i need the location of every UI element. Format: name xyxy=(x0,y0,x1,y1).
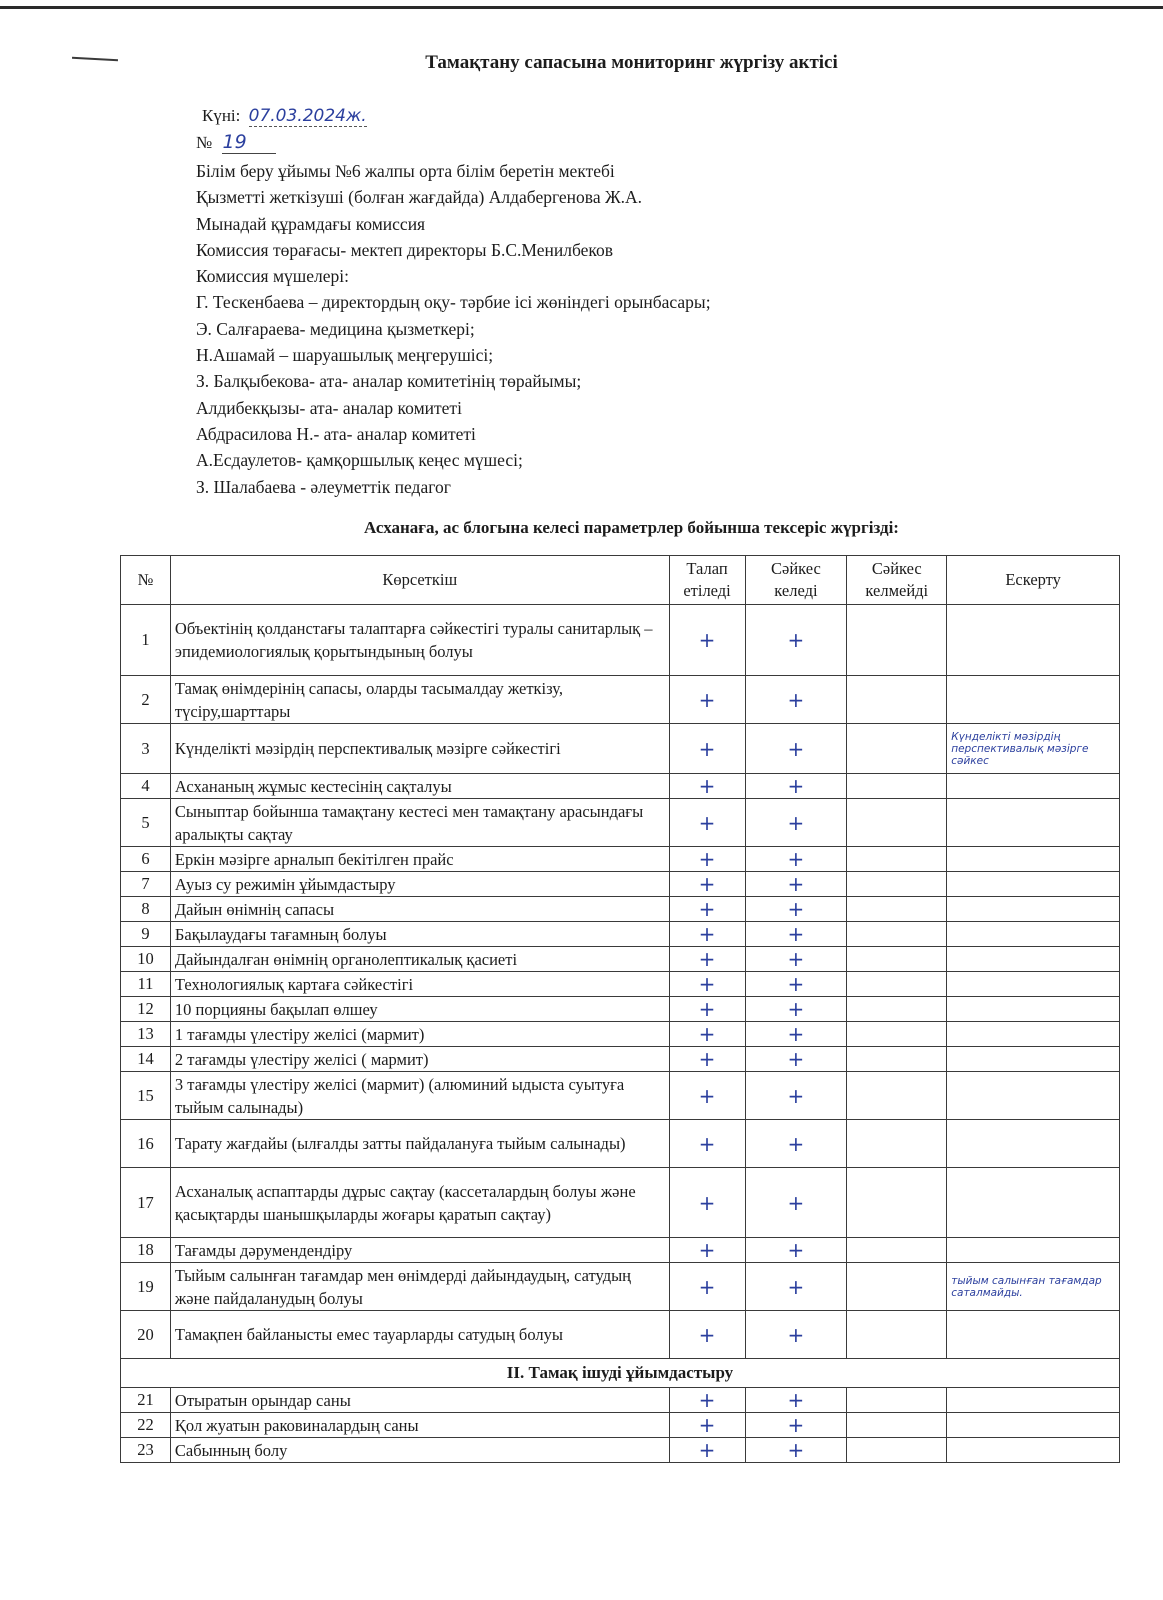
number-line xyxy=(196,131,276,154)
row-non-compliant-mark xyxy=(847,1438,947,1463)
table-row xyxy=(121,1238,1120,1263)
row-non-compliant-mark xyxy=(847,1072,947,1120)
row-compliant-mark: + xyxy=(745,1168,847,1238)
row-number: 9 xyxy=(121,922,171,947)
row-number: 5 xyxy=(121,799,171,847)
row-required-mark: + xyxy=(669,799,745,847)
row-required-mark: + xyxy=(669,676,745,724)
row-compliant-mark: + xyxy=(745,1388,847,1413)
row-indicator: Дайындалған өнімнің органолептикалық қасиеті xyxy=(170,947,669,972)
row-note xyxy=(947,847,1120,872)
row-required-mark: + xyxy=(669,1388,745,1413)
row-number: 15 xyxy=(121,1072,171,1120)
commission-info xyxy=(196,158,711,500)
row-number: 17 xyxy=(121,1168,171,1238)
row-indicator: Дайын өнімнің сапасы xyxy=(170,897,669,922)
table-row xyxy=(121,922,1120,947)
table-header-row xyxy=(121,556,1120,605)
row-note xyxy=(947,1311,1120,1359)
row-non-compliant-mark xyxy=(847,872,947,897)
header-required: Талап етіледі xyxy=(669,556,745,605)
row-number: 20 xyxy=(121,1311,171,1359)
row-non-compliant-mark xyxy=(847,1388,947,1413)
row-number: 10 xyxy=(121,947,171,972)
row-number: 6 xyxy=(121,847,171,872)
row-note xyxy=(947,947,1120,972)
row-compliant-mark: + xyxy=(745,947,847,972)
row-indicator: 10 порцияны бақылап өлшеу xyxy=(170,997,669,1022)
row-number: 13 xyxy=(121,1022,171,1047)
number-value: 19 xyxy=(222,131,276,154)
row-indicator: Тамақпен байланысты емес тауарларды сатудың болуы xyxy=(170,1311,669,1359)
row-indicator: Ауыз су режимін ұйымдастыру xyxy=(170,872,669,897)
header-num: № xyxy=(121,556,171,605)
row-compliant-mark: + xyxy=(745,972,847,997)
row-required-mark: + xyxy=(669,1438,745,1463)
scan-border-line xyxy=(0,6,1163,9)
row-required-mark: + xyxy=(669,922,745,947)
date-value: 07.03.2024ж. xyxy=(248,106,367,126)
row-non-compliant-mark xyxy=(847,997,947,1022)
row-non-compliant-mark xyxy=(847,1311,947,1359)
row-note xyxy=(947,1413,1120,1438)
row-note xyxy=(947,922,1120,947)
row-required-mark: + xyxy=(669,1263,745,1311)
row-number: 7 xyxy=(121,872,171,897)
row-number: 23 xyxy=(121,1438,171,1463)
table-title: Асханаға, ас блогына келесі параметрлер бойынша тексеріс жүргізді: xyxy=(364,518,899,537)
row-note xyxy=(947,774,1120,799)
table-row xyxy=(121,1388,1120,1413)
row-note xyxy=(947,997,1120,1022)
info-line: Мынадай құрамдағы комиссия xyxy=(196,213,426,234)
row-non-compliant-mark xyxy=(847,897,947,922)
info-line: А.Есдаулетов- қамқоршылық кеңес мүшесі; xyxy=(196,450,523,471)
document-title: Тамақтану сапасына мониторинг жүргізу актісі xyxy=(425,52,838,73)
row-number: 2 xyxy=(121,676,171,724)
row-indicator: 3 тағамды үлестіру желісі (мармит) (алюминий ыдыста суытуға тыйым салынады) xyxy=(170,1072,669,1120)
row-required-mark: + xyxy=(669,1413,745,1438)
row-note: Күнделікті мәзірдің перспективалық мәзірге сәйкес xyxy=(947,724,1120,774)
header-compliant: Сәйкес келеді xyxy=(745,556,847,605)
row-compliant-mark: + xyxy=(745,847,847,872)
row-indicator: 2 тағамды үлестіру желісі ( мармит) xyxy=(170,1047,669,1072)
table-row xyxy=(121,872,1120,897)
row-number: 21 xyxy=(121,1388,171,1413)
table-row xyxy=(121,1413,1120,1438)
row-indicator: Қол жуатын раковиналардың саны xyxy=(170,1413,669,1438)
row-indicator: Еркін мәзірге арналып бекітілген прайс xyxy=(170,847,669,872)
row-compliant-mark: + xyxy=(745,676,847,724)
row-indicator: Асхананың жұмыс кестесінің сақталуы xyxy=(170,774,669,799)
row-non-compliant-mark xyxy=(847,605,947,676)
row-number: 1 xyxy=(121,605,171,676)
info-line: Н.Ашамай – шаруашылық меңгерушісі; xyxy=(196,345,494,366)
row-indicator: Асханалық аспаптарды дұрыс сақтау (кассеталардың болуы және қасықтарды шанышқыларды жоғары қаратып сақтау) xyxy=(170,1168,669,1238)
row-indicator: Технологиялық картаға сәйкестігі xyxy=(170,972,669,997)
row-note xyxy=(947,1238,1120,1263)
table-row xyxy=(121,1022,1120,1047)
info-line: Комиссия төрағасы- мектеп директоры Б.С.Менилбеков xyxy=(196,239,614,260)
row-compliant-mark: + xyxy=(745,605,847,676)
table-row xyxy=(121,1263,1120,1311)
info-line: Комиссия мүшелері: xyxy=(196,266,350,287)
row-number: 22 xyxy=(121,1413,171,1438)
row-non-compliant-mark xyxy=(847,847,947,872)
row-note xyxy=(947,1072,1120,1120)
row-non-compliant-mark xyxy=(847,774,947,799)
section2-title: II. Тамақ ішуді ұйымдастыру xyxy=(121,1359,1120,1388)
table-row xyxy=(121,897,1120,922)
row-required-mark: + xyxy=(669,774,745,799)
row-indicator: Тарату жағдайы (ылғалды затты пайдалануға тыйым салынады) xyxy=(170,1120,669,1168)
row-number: 3 xyxy=(121,724,171,774)
row-required-mark: + xyxy=(669,1120,745,1168)
row-compliant-mark: + xyxy=(745,1047,847,1072)
row-non-compliant-mark xyxy=(847,972,947,997)
row-non-compliant-mark xyxy=(847,799,947,847)
row-non-compliant-mark xyxy=(847,724,947,774)
row-note xyxy=(947,1120,1120,1168)
table-row xyxy=(121,847,1120,872)
table-row xyxy=(121,676,1120,724)
row-number: 14 xyxy=(121,1047,171,1072)
row-compliant-mark: + xyxy=(745,1022,847,1047)
row-compliant-mark: + xyxy=(745,997,847,1022)
table-row xyxy=(121,799,1120,847)
row-non-compliant-mark xyxy=(847,947,947,972)
row-indicator: 1 тағамды үлестіру желісі (мармит) xyxy=(170,1022,669,1047)
row-note: тыйым салынған тағамдар саталмайды. xyxy=(947,1263,1120,1311)
row-required-mark: + xyxy=(669,897,745,922)
row-non-compliant-mark xyxy=(847,1022,947,1047)
row-note xyxy=(947,605,1120,676)
info-line: Г. Тескенбаева – директордың оқу- тәрбие ісі жөніндегі орынбасары; xyxy=(196,292,711,313)
table-row xyxy=(121,997,1120,1022)
row-indicator: Тағамды дәрумендендіру xyxy=(170,1238,669,1263)
row-number: 12 xyxy=(121,997,171,1022)
row-compliant-mark: + xyxy=(745,872,847,897)
row-compliant-mark: + xyxy=(745,1263,847,1311)
row-required-mark: + xyxy=(669,1072,745,1120)
row-indicator: Күнделікті мәзірдің перспективалық мәзірге сәйкестігі xyxy=(170,724,669,774)
row-compliant-mark: + xyxy=(745,724,847,774)
row-compliant-mark: + xyxy=(745,799,847,847)
row-note xyxy=(947,1438,1120,1463)
table-row xyxy=(121,1047,1120,1072)
table-row xyxy=(121,972,1120,997)
row-number: 8 xyxy=(121,897,171,922)
row-required-mark: + xyxy=(669,1168,745,1238)
row-indicator: Тамақ өнімдерінің сапасы, оларды тасымалдау жеткізу, түсіру,шарттары xyxy=(170,676,669,724)
row-indicator: Тыйым салынған тағамдар мен өнімдерді дайындаудың, сатудың және пайдаланудың болуы xyxy=(170,1263,669,1311)
table-row xyxy=(121,774,1120,799)
row-required-mark: + xyxy=(669,947,745,972)
row-note xyxy=(947,972,1120,997)
row-non-compliant-mark xyxy=(847,676,947,724)
row-note xyxy=(947,676,1120,724)
row-compliant-mark: + xyxy=(745,1311,847,1359)
row-number: 11 xyxy=(121,972,171,997)
table-body-section2 xyxy=(121,1388,1120,1463)
table-row xyxy=(121,1120,1120,1168)
row-compliant-mark: + xyxy=(745,1120,847,1168)
row-non-compliant-mark xyxy=(847,1047,947,1072)
row-required-mark: + xyxy=(669,1311,745,1359)
row-required-mark: + xyxy=(669,972,745,997)
row-required-mark: + xyxy=(669,847,745,872)
info-line: Алдибекқызы- ата- аналар комитеті xyxy=(196,397,462,418)
row-required-mark: + xyxy=(669,1022,745,1047)
info-line: З. Балқыбекова- ата- аналар комитетінің төрайымы; xyxy=(196,371,582,392)
row-compliant-mark: + xyxy=(745,1413,847,1438)
row-non-compliant-mark xyxy=(847,1238,947,1263)
row-compliant-mark: + xyxy=(745,774,847,799)
row-note xyxy=(947,1022,1120,1047)
row-note xyxy=(947,1168,1120,1238)
table-row xyxy=(121,605,1120,676)
row-compliant-mark: + xyxy=(745,1238,847,1263)
row-compliant-mark: + xyxy=(745,1438,847,1463)
row-indicator: Сабынның болу xyxy=(170,1438,669,1463)
number-label: № xyxy=(196,133,213,152)
row-non-compliant-mark xyxy=(847,922,947,947)
table-row xyxy=(121,1072,1120,1120)
row-required-mark: + xyxy=(669,724,745,774)
header-note: Ескерту xyxy=(947,556,1120,605)
row-note xyxy=(947,872,1120,897)
row-non-compliant-mark xyxy=(847,1413,947,1438)
row-required-mark: + xyxy=(669,1238,745,1263)
info-line: Э. Салғараева- медицина қызметкері; xyxy=(196,318,475,339)
row-compliant-mark: + xyxy=(745,922,847,947)
row-required-mark: + xyxy=(669,872,745,897)
info-line: Қызметті жеткізуші (болған жағдайда) Алдабергенова Ж.А. xyxy=(196,187,643,208)
row-note xyxy=(947,799,1120,847)
table-row xyxy=(121,947,1120,972)
row-note xyxy=(947,1047,1120,1072)
row-required-mark: + xyxy=(669,997,745,1022)
info-line: Білім беру ұйымы №6 жалпы орта білім беретін мектебі xyxy=(196,161,615,181)
info-line: Абдрасилова Н.- ата- аналар комитеті xyxy=(196,423,476,444)
header-indicator: Көрсеткіш xyxy=(170,556,669,605)
table-row xyxy=(121,1168,1120,1238)
row-required-mark: + xyxy=(669,1047,745,1072)
row-note xyxy=(947,1388,1120,1413)
row-required-mark: + xyxy=(669,605,745,676)
inspection-table xyxy=(120,555,1120,1463)
header-non-compliant: Сәйкес келмейді xyxy=(847,556,947,605)
row-non-compliant-mark xyxy=(847,1263,947,1311)
section-row xyxy=(121,1359,1120,1388)
row-indicator: Объектінің қолданстағы талаптарға сәйкестігі туралы санитарлық – эпидемиологиялық қорытындының болуы xyxy=(170,605,669,676)
table-row xyxy=(121,1438,1120,1463)
date-label: Күні: xyxy=(202,106,241,125)
row-compliant-mark: + xyxy=(745,897,847,922)
table-body-section1 xyxy=(121,605,1120,1359)
table-row xyxy=(121,1311,1120,1359)
row-non-compliant-mark xyxy=(847,1120,947,1168)
table-body-section2-header xyxy=(121,1359,1120,1388)
row-number: 18 xyxy=(121,1238,171,1263)
date-line xyxy=(202,106,367,126)
row-indicator: Бақылаудағы тағамның болуы xyxy=(170,922,669,947)
row-indicator: Отыратын орындар саны xyxy=(170,1388,669,1413)
table-row xyxy=(121,724,1120,774)
info-line: З. Шалабаева - әлеуметтік педагог xyxy=(196,476,451,497)
row-non-compliant-mark xyxy=(847,1168,947,1238)
row-number: 19 xyxy=(121,1263,171,1311)
row-compliant-mark: + xyxy=(745,1072,847,1120)
row-number: 4 xyxy=(121,774,171,799)
row-number: 16 xyxy=(121,1120,171,1168)
row-indicator: Сыныптар бойынша тамақтану кестесі мен тамақтану арасындағы аралықты сақтау xyxy=(170,799,669,847)
row-note xyxy=(947,897,1120,922)
